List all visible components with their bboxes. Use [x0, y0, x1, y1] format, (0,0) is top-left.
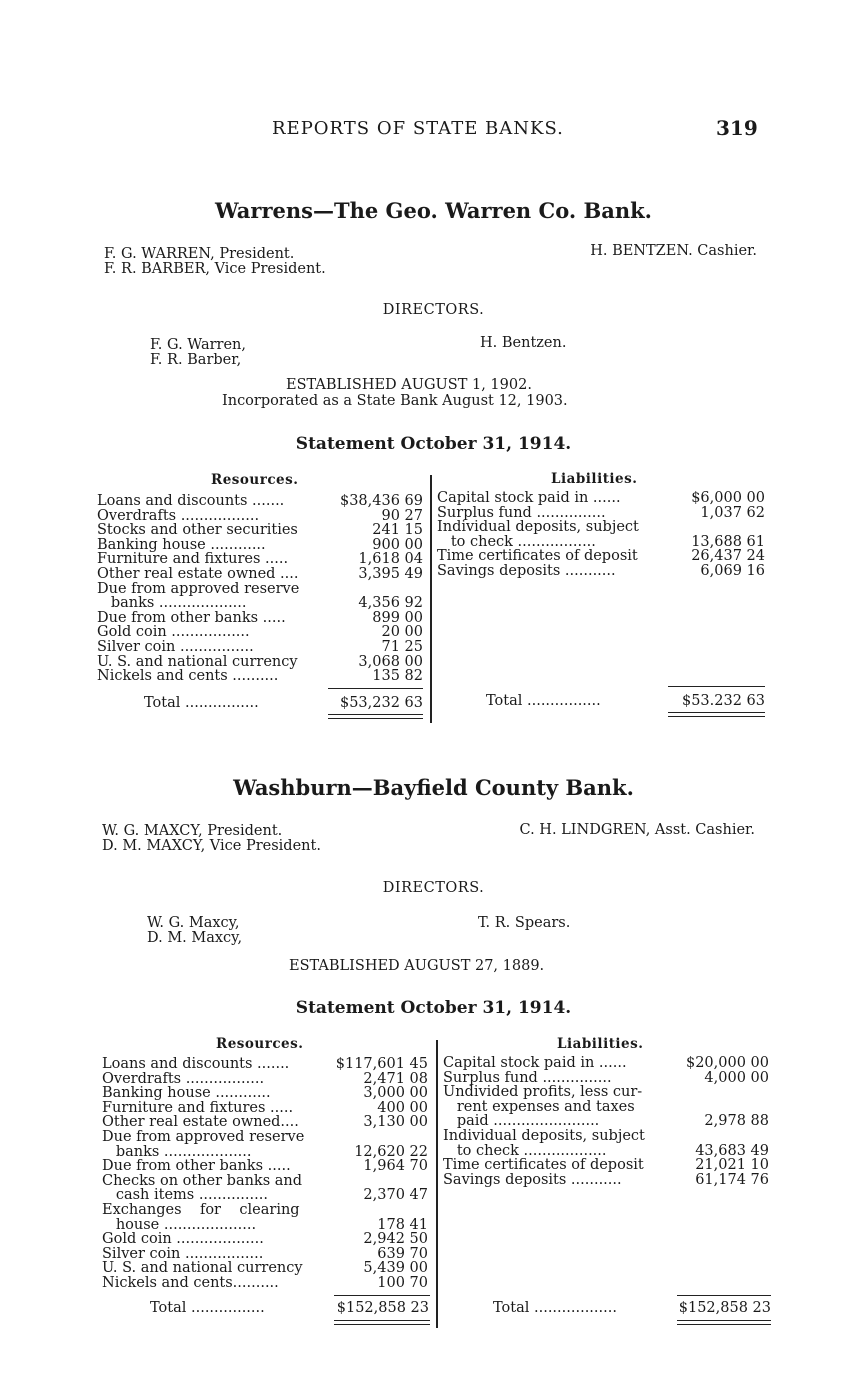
row-label: Time certificates of deposit: [437, 548, 638, 565]
bank-title: Washburn—Bayfield County Bank.: [233, 775, 634, 800]
double-rule: [328, 714, 423, 715]
liabilities-table: [437, 491, 765, 579]
row-amount: $20,000 00: [685, 1055, 769, 1071]
row-label: Undivided profits, less cur-: [443, 1084, 643, 1101]
table-row: [437, 535, 765, 550]
table-row: [102, 1145, 428, 1160]
row-label: to check ..................: [443, 1142, 607, 1159]
directors-heading: DIRECTORS.: [382, 302, 485, 318]
officer-president: F. G. WARREN, President.: [104, 246, 295, 262]
row-label: Furniture and fixtures .....: [102, 1099, 294, 1116]
row-amount: 639 70: [377, 1245, 428, 1262]
row-amount: 899 00: [372, 609, 423, 626]
row-amount: 3,000 00: [363, 1085, 428, 1102]
table-row: [443, 1085, 769, 1100]
resources-total-label: Total ................: [144, 695, 259, 711]
row-amount: 21,021 10: [695, 1157, 769, 1174]
table-row: [443, 1129, 769, 1144]
established-line: ESTABLISHED AUGUST 1, 1902.: [286, 377, 532, 393]
statement-title: Statement October 31, 1914.: [295, 998, 572, 1018]
row-amount: 26,437 24: [691, 548, 765, 565]
table-row: [437, 491, 765, 506]
row-label: Banking house ............: [97, 536, 266, 553]
row-amount: 3,130 00: [363, 1114, 428, 1131]
officer-cashier: H. BENTZEN. Cashier.: [590, 243, 757, 259]
row-label: Loans and discounts .......: [102, 1056, 290, 1072]
table-row: [102, 1130, 428, 1145]
liabilities-total: $53.232 63: [681, 693, 765, 709]
liabilities-total: $152,858 23: [678, 1300, 771, 1316]
row-label: banks ...................: [97, 595, 247, 612]
row-amount: 178 41: [377, 1216, 428, 1233]
row-amount: 90 27: [381, 507, 423, 524]
table-row: [97, 567, 423, 582]
row-amount: 3,395 49: [358, 565, 423, 582]
row-label: Due from approved reserve: [102, 1128, 305, 1145]
bank-title: Warrens—The Geo. Warren Co. Bank.: [215, 198, 652, 223]
row-amount: 2,471 08: [363, 1070, 428, 1087]
row-amount: 71 25: [381, 638, 423, 655]
incorporated-line: Incorporated as a State Bank August 12, 1903.: [222, 393, 568, 409]
table-row: [97, 625, 423, 640]
row-label: Nickels and cents ..........: [97, 668, 279, 685]
table-row: [437, 520, 765, 535]
officer-vice-president: D. M. MAXCY, Vice President.: [102, 838, 321, 854]
row-label: Capital stock paid in ......: [437, 490, 621, 506]
row-label: Checks on other banks and: [102, 1172, 303, 1189]
row-amount: 13,688 61: [691, 533, 765, 550]
director-name: D. M. Maxcy,: [147, 930, 243, 946]
table-row: [97, 538, 423, 553]
table-row: [102, 1086, 428, 1101]
liabilities-heading: Liabilities.: [551, 471, 638, 487]
sum-rule: [334, 1295, 430, 1296]
row-label: Capital stock paid in ......: [443, 1055, 627, 1071]
row-label: Individual deposits, subject: [443, 1127, 645, 1144]
director-name: F. R. Barber,: [150, 352, 242, 368]
row-amount: 400 00: [377, 1099, 428, 1116]
row-amount: 241 15: [372, 522, 423, 539]
table-row: [102, 1247, 428, 1262]
double-rule: [668, 712, 765, 713]
table-row: [102, 1261, 428, 1276]
row-label: Due from other banks .....: [102, 1158, 291, 1175]
established-line: ESTABLISHED AUGUST 27, 1889.: [289, 958, 545, 974]
row-amount: 100 70: [377, 1274, 428, 1291]
row-label: cash items ...............: [102, 1187, 268, 1204]
row-label: Banking house ............: [102, 1085, 271, 1102]
officer-president: W. G. MAXCY, President.: [102, 823, 283, 839]
column-divider: [430, 475, 432, 723]
table-row: [443, 1056, 769, 1071]
double-rule: [677, 1324, 771, 1325]
resources-total: $53,232 63: [339, 695, 423, 711]
row-amount: $117,601 45: [335, 1056, 428, 1072]
row-amount: 5,439 00: [363, 1260, 428, 1277]
column-divider: [436, 1040, 438, 1328]
row-label: Other real estate owned ....: [97, 565, 299, 582]
table-row: [102, 1115, 428, 1130]
row-amount: 20 00: [381, 624, 423, 641]
officer-vice-president: F. R. BARBER, Vice President.: [104, 261, 326, 277]
row-label: Nickels and cents..........: [102, 1274, 279, 1291]
row-amount: $38,436 69: [339, 493, 423, 509]
resources-table: [102, 1057, 428, 1291]
row-label: Surplus fund ...............: [443, 1069, 612, 1086]
row-amount: 4,356 92: [358, 595, 423, 612]
row-label: Exchanges for clearing: [102, 1201, 300, 1218]
row-amount: 43,683 49: [695, 1142, 769, 1159]
table-row: [97, 523, 423, 538]
row-label: to check .................: [437, 533, 596, 550]
sum-rule: [668, 686, 765, 687]
row-amount: 1,037 62: [700, 504, 765, 521]
row-label: Due from approved reserve: [97, 580, 300, 597]
page-number: 319: [716, 116, 758, 140]
table-row: [102, 1174, 428, 1189]
officer-cashier: C. H. LINDGREN, Asst. Cashier.: [519, 822, 755, 838]
table-row: [102, 1101, 428, 1116]
table-row: [437, 564, 765, 579]
directors-heading: DIRECTORS.: [382, 880, 485, 896]
double-rule: [328, 718, 423, 719]
table-row: [102, 1232, 428, 1247]
running-head: REPORTS OF STATE BANKS.: [272, 118, 564, 139]
row-label: rent expenses and taxes: [443, 1098, 635, 1115]
director-name: F. G. Warren,: [150, 337, 246, 353]
row-amount: 1,964 70: [363, 1158, 428, 1175]
director-name: W. G. Maxcy,: [147, 915, 240, 931]
sum-rule: [328, 688, 423, 689]
director-name: T. R. Spears.: [478, 915, 571, 931]
table-row: [443, 1173, 769, 1188]
row-amount: 6,069 16: [700, 562, 765, 579]
row-amount: 2,942 50: [363, 1231, 428, 1248]
row-amount: 135 82: [372, 668, 423, 685]
row-label: U. S. and national currency: [97, 653, 298, 670]
table-row: [102, 1276, 428, 1291]
table-row: [97, 552, 423, 567]
table-row: [443, 1114, 769, 1129]
table-row: [102, 1159, 428, 1174]
row-label: paid .......................: [443, 1113, 600, 1130]
row-amount: 900 00: [372, 536, 423, 553]
row-label: house ....................: [102, 1216, 257, 1233]
resources-heading: Resources.: [211, 472, 299, 488]
director-name: H. Bentzen.: [480, 335, 567, 351]
table-row: [102, 1218, 428, 1233]
row-label: Time certificates of deposit: [443, 1157, 644, 1174]
row-label: Surplus fund ...............: [437, 504, 606, 521]
row-amount: 1,618 04: [358, 551, 423, 568]
table-row: [443, 1071, 769, 1086]
row-label: banks ...................: [102, 1143, 252, 1160]
table-row: [437, 549, 765, 564]
table-row: [97, 596, 423, 611]
row-label: Savings deposits ...........: [437, 562, 616, 579]
resources-table: [97, 494, 423, 684]
row-amount: 3,068 00: [358, 653, 423, 670]
row-label: Overdrafts .................: [102, 1070, 265, 1087]
table-row: [97, 655, 423, 670]
double-rule: [668, 716, 765, 717]
row-label: Silver coin .................: [102, 1245, 264, 1262]
row-label: Due from other banks .....: [97, 609, 286, 626]
liabilities-heading: Liabilities.: [557, 1036, 644, 1052]
resources-total-label: Total ................: [150, 1300, 265, 1316]
row-label: Loans and discounts .......: [97, 493, 285, 509]
table-row: [97, 494, 423, 509]
table-row: [97, 611, 423, 626]
table-row: [102, 1072, 428, 1087]
row-amount: 12,620 22: [354, 1143, 428, 1160]
row-amount: $6,000 00: [691, 490, 765, 506]
resources-total: $152,858 23: [336, 1300, 429, 1316]
table-row: [102, 1188, 428, 1203]
liabilities-total-label: Total ..................: [493, 1300, 617, 1316]
table-row: [97, 669, 423, 684]
liabilities-table: [443, 1056, 769, 1187]
row-label: Stocks and other securities: [97, 522, 298, 539]
double-rule: [334, 1320, 430, 1321]
double-rule: [334, 1324, 430, 1325]
table-row: [102, 1203, 428, 1218]
row-label: Gold coin ...................: [102, 1231, 264, 1248]
table-row: [97, 640, 423, 655]
table-row: [443, 1144, 769, 1159]
row-amount: 2,370 47: [363, 1187, 428, 1204]
liabilities-total-label: Total ................: [486, 693, 601, 709]
row-amount: 4,000 00: [704, 1069, 769, 1086]
statement-title: Statement October 31, 1914.: [295, 434, 572, 454]
row-label: Furniture and fixtures .....: [97, 551, 289, 568]
row-label: Individual deposits, subject: [437, 519, 639, 536]
table-row: [437, 506, 765, 521]
double-rule: [677, 1320, 771, 1321]
row-label: Overdrafts .................: [97, 507, 260, 524]
table-row: [443, 1158, 769, 1173]
sum-rule: [677, 1295, 771, 1296]
table-row: [97, 582, 423, 597]
row-label: Gold coin .................: [97, 624, 250, 641]
table-row: [102, 1057, 428, 1072]
row-label: Other real estate owned....: [102, 1114, 299, 1131]
row-label: U. S. and national currency: [102, 1260, 303, 1277]
table-row: [97, 509, 423, 524]
row-label: Savings deposits ...........: [443, 1171, 622, 1188]
row-amount: 61,174 76: [695, 1171, 769, 1188]
table-row: [443, 1100, 769, 1115]
row-label: Silver coin ................: [97, 638, 254, 655]
row-amount: 2,978 88: [704, 1113, 769, 1130]
resources-heading: Resources.: [216, 1036, 304, 1052]
